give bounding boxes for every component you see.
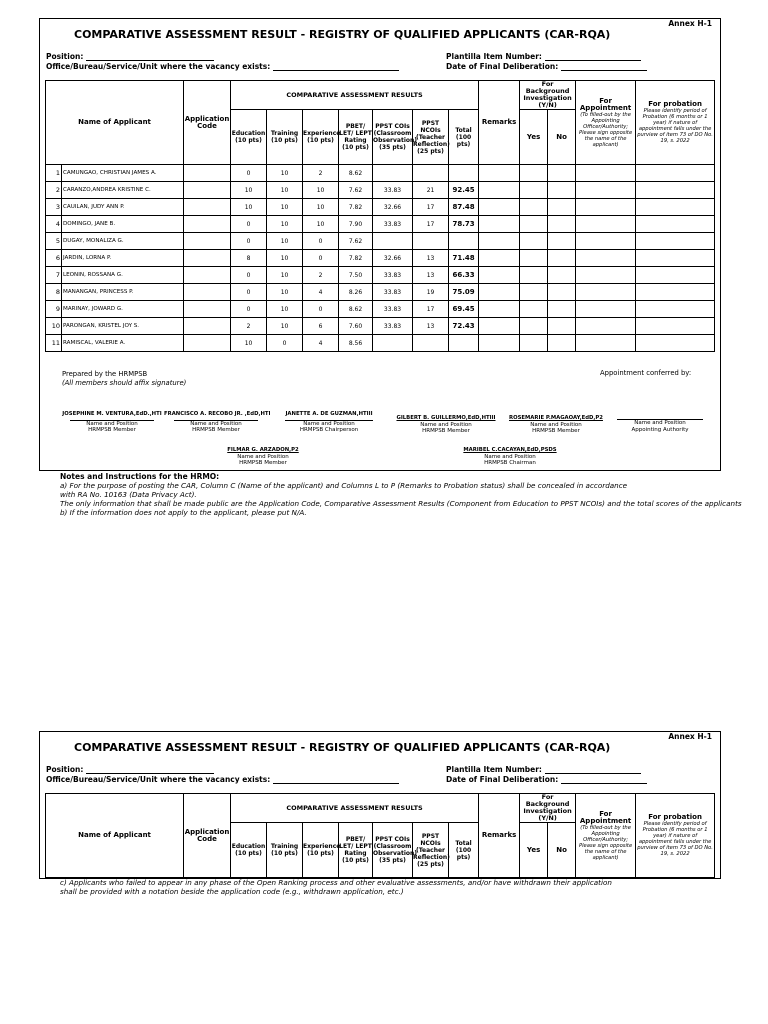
table-row: [46, 335, 715, 352]
row-number: 6: [46, 250, 62, 267]
note-a-line-1: a) For the purpose of posting the CAR, Column C (Name of the applicant) and Columns L to P (Remarks to Probation status) shall be concealed in accordance: [60, 481, 628, 490]
row-number: 11: [46, 335, 62, 352]
score-ncoi: 17: [413, 216, 449, 233]
bi-yes-cell[interactable]: [520, 182, 548, 199]
code-header: Application Code: [184, 81, 231, 165]
application-code-cell[interactable]: [184, 182, 231, 199]
signatory-7-caption: Name and Position: [484, 453, 536, 460]
row-number: 5: [46, 233, 62, 250]
probation-cell[interactable]: [636, 233, 715, 250]
row-number: 4: [46, 216, 62, 233]
signatory-7-role: HRMPSB Chairman: [484, 460, 536, 466]
position-label-2: Position:: [46, 765, 84, 774]
car-table-2: [45, 793, 715, 878]
table-row: [46, 182, 715, 199]
row-number: 2: [46, 182, 62, 199]
score-edu: 0: [231, 301, 267, 318]
score-exp: 2: [303, 165, 339, 182]
note-c-line-2: shall be provided with a notation beside the application code (e.g., withdrawn application, etc.): [60, 887, 404, 896]
note-c-line-1: c) Applicants who failed to appear in any phase of the Open Ranking process and other evaluative assessments, and/or have withdrawn their application: [60, 878, 612, 887]
bi-no-cell[interactable]: [548, 216, 576, 233]
score-ncoi: [413, 233, 449, 250]
score-edu: 0: [231, 165, 267, 182]
score-exp: 0: [303, 301, 339, 318]
score-coi: 32.66: [373, 250, 413, 267]
col-coi-2: PPST COIs (Classroom Observation) (35 pts): [373, 823, 413, 878]
appointment-cell[interactable]: [576, 233, 636, 250]
applicant-name: DOMINGO, JANE B.: [62, 216, 184, 233]
score-coi: [373, 233, 413, 250]
appointing-caption: Name and Position: [617, 419, 703, 427]
application-code-cell[interactable]: [184, 233, 231, 250]
application-code-cell[interactable]: [184, 318, 231, 335]
score-coi: 33.83: [373, 182, 413, 199]
page-1-sheet: [39, 18, 721, 471]
office-field[interactable]: [273, 70, 399, 71]
bi-no-cell[interactable]: [548, 284, 576, 301]
plantilla-row-2: [446, 765, 641, 774]
probation-header: [636, 81, 715, 165]
application-code-cell[interactable]: [184, 199, 231, 216]
bi-yes-cell[interactable]: [520, 233, 548, 250]
score-edu: 10: [231, 335, 267, 352]
score-total: 75.09: [449, 284, 479, 301]
page-2-sheet: [39, 731, 721, 879]
position-row: [46, 52, 214, 61]
date-label-2: Date of Final Deliberation:: [446, 775, 559, 784]
bi-yes-cell[interactable]: [520, 250, 548, 267]
car-header: COMPARATIVE ASSESSMENT RESULTS: [231, 81, 479, 110]
applicant-rows: [46, 165, 715, 352]
applicant-name: JARDIN, LORNA P.: [62, 250, 184, 267]
probation-title: For probation: [648, 100, 702, 108]
col-pbet: PBET/ LET/ LEPT Rating (10 pts): [339, 110, 373, 165]
score-tr: 10: [267, 165, 303, 182]
score-ncoi: [413, 165, 449, 182]
remarks-cell[interactable]: [479, 284, 520, 301]
score-exp: 0: [303, 250, 339, 267]
position-row-2: [46, 765, 214, 774]
score-exp: 6: [303, 318, 339, 335]
col-total-2: Total (100 pts): [449, 823, 479, 878]
score-pbet: 7.60: [339, 318, 373, 335]
score-total: 72.43: [449, 318, 479, 335]
car-header-2: COMPARATIVE ASSESSMENT RESULTS: [231, 794, 479, 823]
probation-cell[interactable]: [636, 335, 715, 352]
score-pbet: 7.50: [339, 267, 373, 284]
bi-no-cell[interactable]: [548, 335, 576, 352]
remarks-cell[interactable]: [479, 182, 520, 199]
score-exp: 4: [303, 284, 339, 301]
remarks-cell[interactable]: [479, 165, 520, 182]
signatory-1-caption: Name and Position: [70, 420, 154, 428]
score-exp: 10: [303, 216, 339, 233]
remarks-cell[interactable]: [479, 335, 520, 352]
score-ncoi: 17: [413, 301, 449, 318]
office-label-2: Office/Bureau/Service/Unit where the vacancy exists:: [46, 775, 271, 784]
table-row: [46, 165, 715, 182]
score-pbet: 7.90: [339, 216, 373, 233]
signatory-3-caption: Name and Position: [285, 420, 373, 428]
col-experience: Experience (10 pts): [303, 110, 339, 165]
appointment-note-2: (To filled-out by the Appointing Officer/Authority; Please sign opposite the name of the applicant): [578, 824, 633, 861]
signatory-6-caption: Name and Position: [237, 453, 289, 460]
remarks-cell[interactable]: [479, 199, 520, 216]
plantilla-field-2[interactable]: [545, 773, 641, 774]
probation-cell[interactable]: [636, 165, 715, 182]
form-title-2: COMPARATIVE ASSESSMENT RESULT - REGISTRY OF QUALIFIED APPLICANTS (CAR-RQA): [74, 741, 611, 754]
bi-header-2: For Background Investigation (Y/N): [520, 794, 576, 823]
score-coi: 32.66: [373, 199, 413, 216]
score-total: 92.45: [449, 182, 479, 199]
score-tr: 10: [267, 267, 303, 284]
position-field-2[interactable]: [86, 773, 214, 774]
applicant-name: DUGAY, MONALIZA G.: [62, 233, 184, 250]
bi-no-cell[interactable]: [548, 250, 576, 267]
score-edu: 2: [231, 318, 267, 335]
score-tr: 10: [267, 216, 303, 233]
score-coi: 33.83: [373, 301, 413, 318]
appointment-cell[interactable]: [576, 267, 636, 284]
notes-block: [60, 472, 742, 517]
probation-title-2: For probation: [648, 813, 702, 821]
score-ncoi: 17: [413, 199, 449, 216]
probation-cell[interactable]: [636, 216, 715, 233]
row-number: 7: [46, 267, 62, 284]
prepared-by-label: Prepared by the HRMPSB: [62, 370, 148, 378]
score-tr: 10: [267, 301, 303, 318]
signatory-5-role: HRMPSB Member: [532, 428, 580, 434]
appointment-cell[interactable]: [576, 301, 636, 318]
remarks-header-2: Remarks: [479, 794, 520, 878]
position-label: Position:: [46, 52, 84, 61]
prepared-by: [62, 370, 186, 388]
table-row: [46, 216, 715, 233]
bi-no-cell[interactable]: [548, 165, 576, 182]
signatory-7: [452, 447, 568, 467]
application-code-cell[interactable]: [184, 165, 231, 182]
score-ncoi: 21: [413, 182, 449, 199]
applicant-name: CAMUNGAO, CHRISTIAN JAMES A.: [62, 165, 184, 182]
score-edu: 0: [231, 216, 267, 233]
score-total: [449, 233, 479, 250]
bi-no-cell[interactable]: [548, 233, 576, 250]
signatory-1-name: JOSEPHINE M. VENTURA,EdD.,HTI: [62, 411, 162, 417]
table-row: [46, 301, 715, 318]
probation-cell[interactable]: [636, 284, 715, 301]
applicant-name: CAUILAN, JUDY ANN P.: [62, 199, 184, 216]
row-number: 8: [46, 284, 62, 301]
appointing-role: Appointing Authority: [631, 426, 689, 433]
score-exp: 0: [303, 233, 339, 250]
score-edu: 8: [231, 250, 267, 267]
appointment-cell[interactable]: [576, 284, 636, 301]
score-tr: 10: [267, 233, 303, 250]
score-pbet: 7.62: [339, 182, 373, 199]
appointment-header-2: [576, 794, 636, 878]
col-no-2: No: [548, 823, 576, 878]
score-exp: 4: [303, 335, 339, 352]
bi-yes-cell[interactable]: [520, 267, 548, 284]
probation-cell[interactable]: [636, 182, 715, 199]
applicant-name: CARANZO,ANDREA KRISTINE C.: [62, 182, 184, 199]
conferred-by-label: Appointment conferred by:: [600, 369, 692, 377]
note-a-line-2: with RA No. 10163 (Data Privacy Act).: [60, 490, 197, 499]
score-ncoi: 13: [413, 250, 449, 267]
form-title: COMPARATIVE ASSESSMENT RESULT - REGISTRY OF QUALIFIED APPLICANTS (CAR-RQA): [74, 28, 611, 41]
signatory-1-role: HRMPSB Member: [88, 427, 136, 433]
score-total: 78.73: [449, 216, 479, 233]
probation-cell[interactable]: [636, 250, 715, 267]
office-label: Office/Bureau/Service/Unit where the vacancy exists:: [46, 62, 271, 71]
signatory-6: [208, 447, 318, 467]
score-coi: 33.83: [373, 267, 413, 284]
prepared-note: (All members should affix signature): [62, 379, 187, 387]
signatory-5: [502, 415, 610, 435]
score-pbet: 8.56: [339, 335, 373, 352]
applicant-name: MARINAY, JOWARD G.: [62, 301, 184, 318]
signatory-4: [394, 415, 498, 435]
score-coi: [373, 165, 413, 182]
score-total: 69.45: [449, 301, 479, 318]
application-code-cell[interactable]: [184, 250, 231, 267]
score-ncoi: [413, 335, 449, 352]
name-header: Name of Applicant: [46, 81, 184, 165]
signatory-2-caption: Name and Position: [174, 420, 258, 428]
score-exp: 10: [303, 199, 339, 216]
bi-header: For Background Investigation (Y/N): [520, 81, 576, 110]
applicant-name: RAMISCAL, VALERIE A.: [62, 335, 184, 352]
signatory-4-name: GILBERT B. GUILLERMO,EdD,HTIII: [396, 415, 496, 421]
bi-no-cell[interactable]: [548, 267, 576, 284]
remarks-cell[interactable]: [479, 216, 520, 233]
probation-cell[interactable]: [636, 267, 715, 284]
score-total: 87.48: [449, 199, 479, 216]
row-number: 9: [46, 301, 62, 318]
appointment-cell[interactable]: [576, 182, 636, 199]
col-no: No: [548, 110, 576, 165]
date-field-2[interactable]: [561, 783, 647, 784]
score-coi: [373, 335, 413, 352]
col-yes-2: Yes: [520, 823, 548, 878]
score-total: 71.48: [449, 250, 479, 267]
row-number: 10: [46, 318, 62, 335]
bi-no-cell[interactable]: [548, 301, 576, 318]
annex-label: Annex H-1: [668, 19, 712, 28]
office-field-2[interactable]: [273, 783, 399, 784]
table-row: [46, 199, 715, 216]
applicant-name: MANANGAN, PRINCESS P.: [62, 284, 184, 301]
application-code-cell[interactable]: [184, 216, 231, 233]
bi-yes-cell[interactable]: [520, 284, 548, 301]
score-pbet: 7.62: [339, 233, 373, 250]
col-training: Training (10 pts): [267, 110, 303, 165]
row-number: 1: [46, 165, 62, 182]
signatory-2: [164, 411, 271, 434]
score-tr: 10: [267, 199, 303, 216]
score-pbet: 8.62: [339, 301, 373, 318]
col-ncoi-2: PPST NCOIs (Teacher Reflection) (25 pts): [413, 823, 449, 878]
remarks-cell[interactable]: [479, 318, 520, 335]
appointment-cell[interactable]: [576, 199, 636, 216]
score-pbet: 8.26: [339, 284, 373, 301]
score-exp: 10: [303, 182, 339, 199]
application-code-cell[interactable]: [184, 335, 231, 352]
annex-label-2: Annex H-1: [668, 732, 712, 741]
score-pbet: 7.82: [339, 250, 373, 267]
score-exp: 2: [303, 267, 339, 284]
office-row: [46, 62, 399, 71]
col-education: Education (10 pts): [231, 110, 267, 165]
date-label: Date of Final Deliberation:: [446, 62, 559, 71]
score-tr: 10: [267, 284, 303, 301]
bi-yes-cell[interactable]: [520, 318, 548, 335]
date-row-2: [446, 775, 647, 784]
signatory-2-role: HRMPSB Member: [192, 427, 240, 433]
score-total: 66.33: [449, 267, 479, 284]
office-row-2: [46, 775, 399, 784]
bi-yes-cell[interactable]: [520, 335, 548, 352]
signatory-4-caption: Name and Position: [420, 421, 472, 428]
bi-no-cell[interactable]: [548, 182, 576, 199]
score-tr: 10: [267, 182, 303, 199]
score-edu: 0: [231, 233, 267, 250]
bi-no-cell[interactable]: [548, 318, 576, 335]
signatory-5-name: ROSEMARIE P.MAGAOAY,EdD,P2: [509, 415, 603, 421]
application-code-cell[interactable]: [184, 267, 231, 284]
bi-yes-cell[interactable]: [520, 165, 548, 182]
signatory-7-name: MARIBEL C.CACAYAN,EdD,PSDS: [463, 447, 557, 453]
remarks-cell[interactable]: [479, 267, 520, 284]
application-code-cell[interactable]: [184, 284, 231, 301]
col-education-2: Education (10 pts): [231, 823, 267, 878]
score-coi: 33.83: [373, 284, 413, 301]
appointing-authority: [615, 419, 705, 433]
date-field[interactable]: [561, 70, 647, 71]
probation-cell[interactable]: [636, 199, 715, 216]
probation-cell[interactable]: [636, 301, 715, 318]
col-yes: Yes: [520, 110, 548, 165]
col-ncoi: PPST NCOIs (Teacher Reflection) (25 pts): [413, 110, 449, 165]
score-coi: 33.83: [373, 216, 413, 233]
score-pbet: 7.82: [339, 199, 373, 216]
table-row: [46, 250, 715, 267]
score-edu: 0: [231, 284, 267, 301]
plantilla-field[interactable]: [545, 60, 641, 61]
name-header-2: Name of Applicant: [46, 794, 184, 878]
remarks-cell[interactable]: [479, 301, 520, 318]
score-ncoi: 13: [413, 318, 449, 335]
appointment-cell[interactable]: [576, 335, 636, 352]
signatory-6-role: HRMPSB Member: [239, 460, 287, 466]
bi-yes-cell[interactable]: [520, 216, 548, 233]
col-total: Total (100 pts): [449, 110, 479, 165]
col-pbet-2: PBET/ LET/ LEPT Rating (10 pts): [339, 823, 373, 878]
score-edu: 0: [231, 267, 267, 284]
signatory-5-caption: Name and Position: [530, 421, 582, 428]
signatory-6-name: FILMAR G. ARZADON,P2: [227, 447, 299, 453]
applicant-name: LEONIN, ROSSANA G.: [62, 267, 184, 284]
score-ncoi: 13: [413, 267, 449, 284]
score-edu: 10: [231, 199, 267, 216]
appointment-cell[interactable]: [576, 318, 636, 335]
code-header-2: Application Code: [184, 794, 231, 878]
score-total: [449, 335, 479, 352]
appointment-cell[interactable]: [576, 165, 636, 182]
score-tr: 10: [267, 250, 303, 267]
score-tr: 10: [267, 318, 303, 335]
plantilla-row: [446, 52, 641, 61]
probation-note: Please identify period of Probation (6 months or 1 year) if nature of appointment falls under the purview of item 73 of DO No. 19, s. 2022: [637, 108, 713, 144]
col-experience-2: Experience (10 pts): [303, 823, 339, 878]
remarks-cell[interactable]: [479, 233, 520, 250]
applicant-name: PARONGAN, KRISTEL JOY S.: [62, 318, 184, 335]
table-row: [46, 267, 715, 284]
bi-no-cell[interactable]: [548, 199, 576, 216]
signatory-4-role: HRMPSB Member: [422, 428, 470, 434]
col-training-2: Training (10 pts): [267, 823, 303, 878]
bi-yes-cell[interactable]: [520, 301, 548, 318]
remarks-header: Remarks: [479, 81, 520, 165]
plantilla-label: Plantilla Item Number:: [446, 52, 542, 61]
appointment-note: (To filled-out by the Appointing Officer/Authority; Please sign opposite the name of the applicant): [578, 111, 633, 148]
table-row: [46, 284, 715, 301]
signatory-2-name: FRANCISCO A. RECOBO JR. ,EdD,HTI: [164, 411, 271, 417]
appointment-title: For Appointment: [579, 96, 632, 112]
score-pbet: 8.62: [339, 165, 373, 182]
appointment-header: [576, 81, 636, 165]
signatory-1: [60, 411, 164, 434]
appointment-title-2: For Appointment: [579, 809, 632, 825]
signatory-3: [277, 411, 381, 434]
table-row: [46, 318, 715, 335]
score-coi: 33.83: [373, 318, 413, 335]
probation-note-2: Please identify period of Probation (6 months or 1 year) if nature of appointment falls under the purview of item 73 of DO No. 19, s. 2022: [637, 821, 713, 857]
col-coi: PPST COIs (Classroom Observation) (35 pts): [373, 110, 413, 165]
note-a-line-3: The only information that shall be made public are the Application Code, Comparative Assessment Results (Component from Education to PPST NCOIs) and the total scores of the applicants: [60, 499, 742, 508]
plantilla-label-2: Plantilla Item Number:: [446, 765, 542, 774]
signatory-3-name: JANETTE A. DE GUZMAN,HTIII: [285, 411, 373, 417]
score-edu: 10: [231, 182, 267, 199]
date-row: [446, 62, 647, 71]
bi-yes-cell[interactable]: [520, 199, 548, 216]
car-table: [45, 80, 715, 352]
table-row: [46, 233, 715, 250]
notes-block-2: [60, 878, 612, 896]
score-tr: 0: [267, 335, 303, 352]
note-b: b) If the information does not apply to the applicant, please put N/A.: [60, 508, 307, 517]
appointment-cell[interactable]: [576, 216, 636, 233]
notes-heading: Notes and Instructions for the HRMO:: [60, 472, 220, 481]
probation-header-2: [636, 794, 715, 878]
signatory-3-role: HRMPSB Chairperson: [299, 427, 359, 433]
row-number: 3: [46, 199, 62, 216]
score-ncoi: 19: [413, 284, 449, 301]
position-field[interactable]: [86, 60, 214, 61]
appointment-cell[interactable]: [576, 250, 636, 267]
application-code-cell[interactable]: [184, 301, 231, 318]
score-total: [449, 165, 479, 182]
probation-cell[interactable]: [636, 318, 715, 335]
remarks-cell[interactable]: [479, 250, 520, 267]
